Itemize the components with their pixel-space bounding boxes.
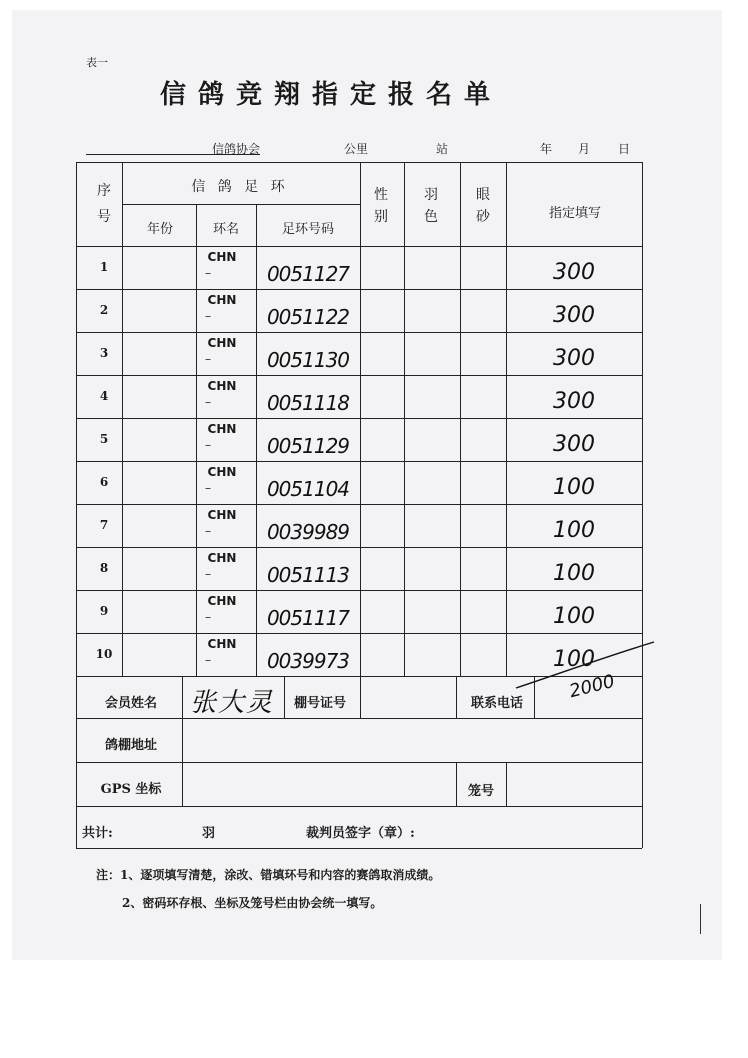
designated-amount: 100 [553, 475, 595, 500]
ring-dash: – [205, 481, 211, 495]
designated-amount: 300 [553, 260, 595, 285]
col-line [122, 162, 123, 676]
year-header: 年份 [146, 222, 173, 237]
col-line [404, 162, 405, 676]
km-label: 公里 [344, 142, 369, 156]
month-label: 月 [578, 142, 591, 156]
row-line [76, 547, 642, 548]
ring-prefix: CHN [207, 551, 237, 565]
designated-amount: 100 [553, 518, 595, 543]
phone-label: 联系电话 [470, 696, 523, 711]
row-number: 9 [99, 604, 109, 618]
ring-dash: – [205, 395, 211, 409]
row-line [76, 590, 642, 591]
designated-amount: 300 [553, 346, 595, 371]
ring-number: 0039989 [266, 520, 350, 544]
ring-name-header: 环名 [212, 222, 239, 237]
row-line [76, 461, 642, 462]
row-number: 7 [99, 518, 109, 532]
ring-number: 0051129 [266, 434, 350, 458]
row-line [76, 418, 642, 419]
table-top-line [76, 162, 642, 163]
ring-dash: – [205, 266, 211, 280]
note-2: 2、密码环存根、坐标及笼号栏由协会统一填写。 [122, 896, 383, 910]
loft-address-label: 鸽棚地址 [104, 738, 157, 753]
association-label: 信鸽协会 [212, 142, 261, 156]
row-line [76, 806, 642, 807]
designated-header: 指定填写 [548, 206, 601, 221]
ring-number: 0051122 [266, 305, 350, 329]
col-line [506, 162, 507, 676]
table-right-edge [642, 162, 643, 848]
referee-label: 裁判员签字（章）: [306, 826, 415, 841]
ring-dash: – [205, 524, 211, 538]
ring-prefix: CHN [207, 379, 237, 393]
scan-edge-mark [700, 904, 701, 934]
ring-prefix: CHN [207, 637, 237, 651]
ring-number: 0051104 [266, 477, 350, 501]
eye-header: 眼砂 [476, 187, 490, 225]
row-line [76, 762, 642, 763]
row-line [76, 332, 642, 333]
member-name-value: 张大灵 [189, 688, 274, 718]
row-number: 5 [99, 432, 109, 446]
ring-dash: – [205, 352, 211, 366]
form-title: 信鸽竞翔指定报名单 [160, 80, 503, 110]
form-number: 表一 [86, 56, 108, 69]
day-label: 日 [618, 142, 631, 156]
ring-number: 0051118 [266, 391, 350, 415]
year-label: 年 [540, 142, 553, 156]
row-line [76, 633, 642, 634]
col-line [460, 162, 461, 676]
designated-amount: 100 [553, 604, 595, 629]
basket-label: 笼号 [467, 784, 494, 799]
ring-dash: – [205, 610, 211, 624]
col-line [360, 676, 361, 718]
row-line [76, 504, 642, 505]
ring-number: 0051113 [266, 563, 350, 587]
col-line [360, 162, 361, 676]
col-line [456, 676, 457, 718]
ring-group-header: 信 鸽 足 环 [191, 179, 289, 195]
ring-number: 0051127 [266, 262, 350, 286]
member-name-label: 会员姓名 [104, 696, 157, 711]
table-bottom-line [76, 848, 642, 849]
row-line [76, 246, 642, 247]
ring-subheader-line [122, 204, 360, 205]
designated-amount: 300 [553, 303, 595, 328]
ring-prefix: CHN [207, 336, 237, 350]
ring-number-header: 足环号码 [281, 222, 334, 237]
seq-header: 序号 [97, 183, 111, 225]
total-handwritten: 2000 [567, 670, 617, 703]
ring-prefix: CHN [207, 508, 237, 522]
sex-header: 性别 [374, 187, 388, 225]
row-number: 6 [99, 475, 109, 489]
gps-label: GPS 坐标 [100, 782, 162, 797]
ring-prefix: CHN [207, 293, 237, 307]
feather-header: 羽色 [424, 187, 438, 225]
row-line [76, 289, 642, 290]
row-line [76, 718, 642, 719]
ring-number: 0051117 [266, 606, 350, 630]
designated-amount: 300 [553, 432, 595, 457]
designated-amount: 300 [553, 389, 595, 414]
designated-amount: 100 [553, 561, 595, 586]
row-number: 1 [99, 260, 109, 274]
ring-prefix: CHN [207, 594, 237, 608]
ring-dash: – [205, 567, 211, 581]
ring-prefix: CHN [207, 422, 237, 436]
loft-cert-label: 棚号证号 [293, 696, 346, 711]
row-number: 3 [99, 346, 109, 360]
ring-prefix: CHN [207, 250, 237, 264]
row-number: 10 [95, 647, 113, 661]
handwritten-stroke [508, 636, 658, 696]
row-line [76, 375, 642, 376]
ring-dash: – [205, 653, 211, 667]
ring-number: 0051130 [266, 348, 350, 372]
ring-dash: – [205, 309, 211, 323]
total-label: 共计: [82, 826, 113, 841]
station-label: 站 [436, 142, 449, 156]
row-number: 2 [99, 303, 109, 317]
feather-unit: 羽 [202, 826, 216, 841]
table-left-edge [76, 162, 77, 848]
row-number: 4 [99, 389, 109, 403]
ring-dash: – [205, 438, 211, 452]
ring-prefix: CHN [207, 465, 237, 479]
note-1: 注：1、逐项填写清楚，涂改、错填环号和内容的赛鸽取消成绩。 [96, 868, 441, 882]
ring-number: 0039973 [266, 649, 350, 673]
row-number: 8 [99, 561, 109, 575]
designated-amount: 100 [553, 647, 595, 672]
col-line [506, 762, 507, 806]
